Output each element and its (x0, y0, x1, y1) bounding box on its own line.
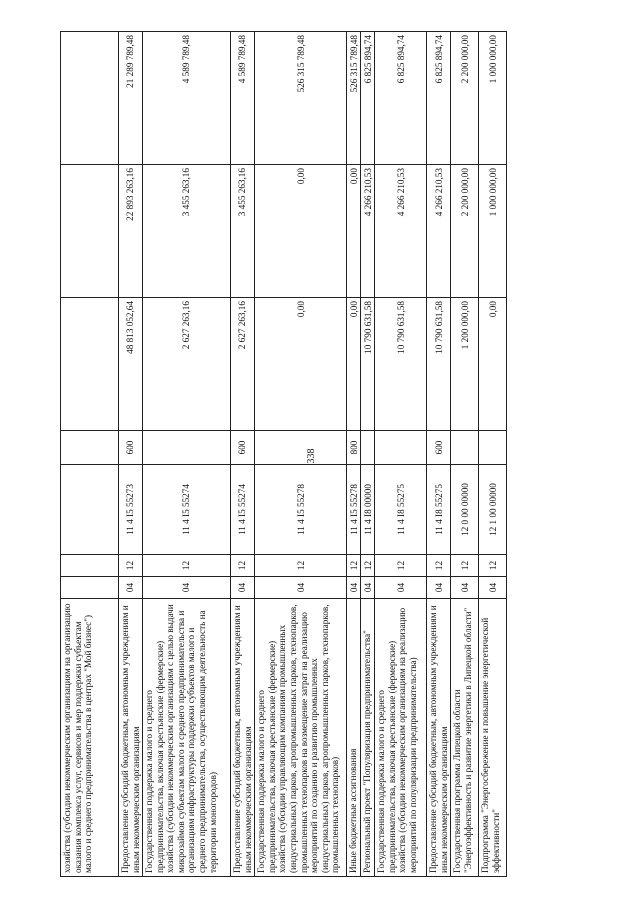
table-row (361, 32, 375, 877)
table-row (143, 32, 231, 877)
table-row (347, 32, 361, 877)
expense-type-code: 600 (231, 431, 255, 465)
section-code: 04 (143, 577, 231, 599)
target-article-code: 12 1 00 00000 (479, 465, 507, 555)
expense-type-code (451, 431, 479, 465)
amount-year-3: 4 589 789,48 (143, 32, 231, 165)
row-name: Государственная программа Липецкой области "Энергоэффективность и развитие энергетики в Липецкой области" (451, 599, 479, 877)
subsection-code: 12 (375, 555, 427, 577)
row-name: Подпрограмма "Энергосбережение и повышение энергетической эффективности" (479, 599, 507, 877)
subsection-code: 12 (427, 555, 451, 577)
section-code: 04 (427, 577, 451, 599)
table-row (451, 32, 479, 877)
expense-type-code (361, 431, 375, 465)
subsection-code: 12 (255, 555, 347, 577)
table-row (427, 32, 451, 877)
table-row (255, 32, 347, 877)
row-name: хозяйства (субсидии некоммерческим организациям на организацию оказания комплекса услуг, сервисов и мер поддержки субъектам малого и среднего предпринимательства в центрах "Мой бизнес") (61, 599, 119, 877)
amount-year-2 (61, 165, 119, 298)
amount-year-3: 6 825 894,74 (361, 32, 375, 165)
table-row (479, 32, 507, 877)
section-code: 04 (451, 577, 479, 599)
target-article-code: 11 4 I5 55278 (255, 465, 347, 555)
amount-year-3: 526 315 789,48 (255, 32, 347, 165)
expense-type-code: 800 (347, 431, 361, 465)
page-number: 338 (306, 448, 317, 464)
row-name: Предоставление субсидий бюджетным, автономным учреждениям и иным некоммерческим организациям (231, 599, 255, 877)
amount-year-1: 1 200 000,00 (451, 298, 479, 431)
amount-year-1: 2 627 263,16 (231, 298, 255, 431)
section-code: 04 (479, 577, 507, 599)
amount-year-1: 0,00 (255, 298, 347, 431)
section-code (61, 577, 119, 599)
amount-year-1: 0,00 (347, 298, 361, 431)
section-code: 04 (255, 577, 347, 599)
amount-year-3: 6 825 894,74 (427, 32, 451, 165)
amount-year-2: 0,00 (347, 165, 361, 298)
budget-table (60, 31, 507, 877)
expense-type-code: 600 (427, 431, 451, 465)
row-name: Государственная поддержка малого и среднего предпринимательства, включая крестьянские (фермерские) хозяйства (субсидии некоммерческим организациям на реализацию мероприятий по популяризации предпринимательства) (375, 599, 427, 877)
row-name: Государственная поддержка малого и среднего предпринимательства, включая крестьянские (фермерские) хозяйства (субсидии некоммерческим организациям с целью выдачи микрозаймов субъектам малого и среднего предпринимательства и организациям инфраструктуры поддержки субъектов малого и среднего предпринимательства, осуществляющим деятельность на территории моногородов) (143, 599, 231, 877)
target-article-code: 11 4 I8 55275 (427, 465, 451, 555)
expense-type-code (255, 431, 347, 465)
budget-table-rotated (60, 32, 588, 877)
amount-year-2: 3 455 263,16 (143, 165, 231, 298)
target-article-code: 11 4 I8 55275 (375, 465, 427, 555)
row-name: Предоставление субсидий бюджетным, автономным учреждениям и иным некоммерческим организациям (119, 599, 143, 877)
amount-year-2: 4 266 210,53 (427, 165, 451, 298)
target-article-code: 11 4 I5 55278 (347, 465, 361, 555)
row-name: Государственная поддержка малого и среднего предпринимательства, включая крестьянские (фермерские) хозяйства (субсидии управляющим компаниям промышленных (индустриальных) парков, агропромышленных парков, технопарков, промышленных технопарков на возмещение затрат на реализацию мероприятий по созданию и развитию промышленных (индустриальных) парков, агропромышленных парков, технопарков, промышленных технопарков) (255, 599, 347, 877)
subsection-code: 12 (143, 555, 231, 577)
amount-year-2: 4 266 210,53 (375, 165, 427, 298)
table-row (61, 32, 119, 877)
subsection-code: 12 (451, 555, 479, 577)
expense-type-code (61, 431, 119, 465)
target-article-code: 11 4 I5 55274 (143, 465, 231, 555)
amount-year-3: 2 200 000,00 (451, 32, 479, 165)
subsection-code: 12 (119, 555, 143, 577)
amount-year-3 (61, 32, 119, 165)
subsection-code: 12 (361, 555, 375, 577)
table-body (61, 32, 507, 877)
expense-type-code (479, 431, 507, 465)
amount-year-3: 6 825 894,74 (375, 32, 427, 165)
amount-year-1: 48 813 052,64 (119, 298, 143, 431)
amount-year-1: 10 790 631,58 (427, 298, 451, 431)
section-code: 04 (119, 577, 143, 599)
section-code: 04 (347, 577, 361, 599)
expense-type-code (143, 431, 231, 465)
subsection-code: 12 (231, 555, 255, 577)
table-row (375, 32, 427, 877)
section-code: 04 (375, 577, 427, 599)
amount-year-3: 526 315 789,48 (347, 32, 361, 165)
row-name: Региональный проект "Популяризация предпринимательства" (361, 599, 375, 877)
subsection-code: 12 (347, 555, 361, 577)
amount-year-3: 4 589 789,48 (231, 32, 255, 165)
target-article-code: 11 4 I5 55274 (231, 465, 255, 555)
subsection-code: 12 (479, 555, 507, 577)
expense-type-code (375, 431, 427, 465)
expense-type-code: 600 (119, 431, 143, 465)
section-code: 04 (231, 577, 255, 599)
target-article-code: 12 0 00 00000 (451, 465, 479, 555)
table-row (231, 32, 255, 877)
target-article-code: 11 4 I8 00000 (361, 465, 375, 555)
row-name: Иные бюджетные ассигнования (347, 599, 361, 877)
amount-year-3: 1 000 000,00 (479, 32, 507, 165)
target-article-code (61, 465, 119, 555)
amount-year-1: 0,00 (479, 298, 507, 431)
target-article-code: 11 4 I5 55273 (119, 465, 143, 555)
amount-year-2: 1 000 000,00 (479, 165, 507, 298)
amount-year-3: 21 289 789,48 (119, 32, 143, 165)
amount-year-2: 3 455 263,16 (231, 165, 255, 298)
amount-year-2: 0,00 (255, 165, 347, 298)
amount-year-2: 2 200 000,00 (451, 165, 479, 298)
table-row (119, 32, 143, 877)
amount-year-1 (61, 298, 119, 431)
amount-year-1: 10 790 631,58 (361, 298, 375, 431)
amount-year-1: 10 790 631,58 (375, 298, 427, 431)
amount-year-2: 22 893 263,16 (119, 165, 143, 298)
subsection-code (61, 555, 119, 577)
amount-year-2: 4 266 210,53 (361, 165, 375, 298)
row-name: Предоставление субсидий бюджетным, автономным учреждениям и иным некоммерческим организациям (427, 599, 451, 877)
amount-year-1: 2 627 263,16 (143, 298, 231, 431)
section-code: 04 (361, 577, 375, 599)
